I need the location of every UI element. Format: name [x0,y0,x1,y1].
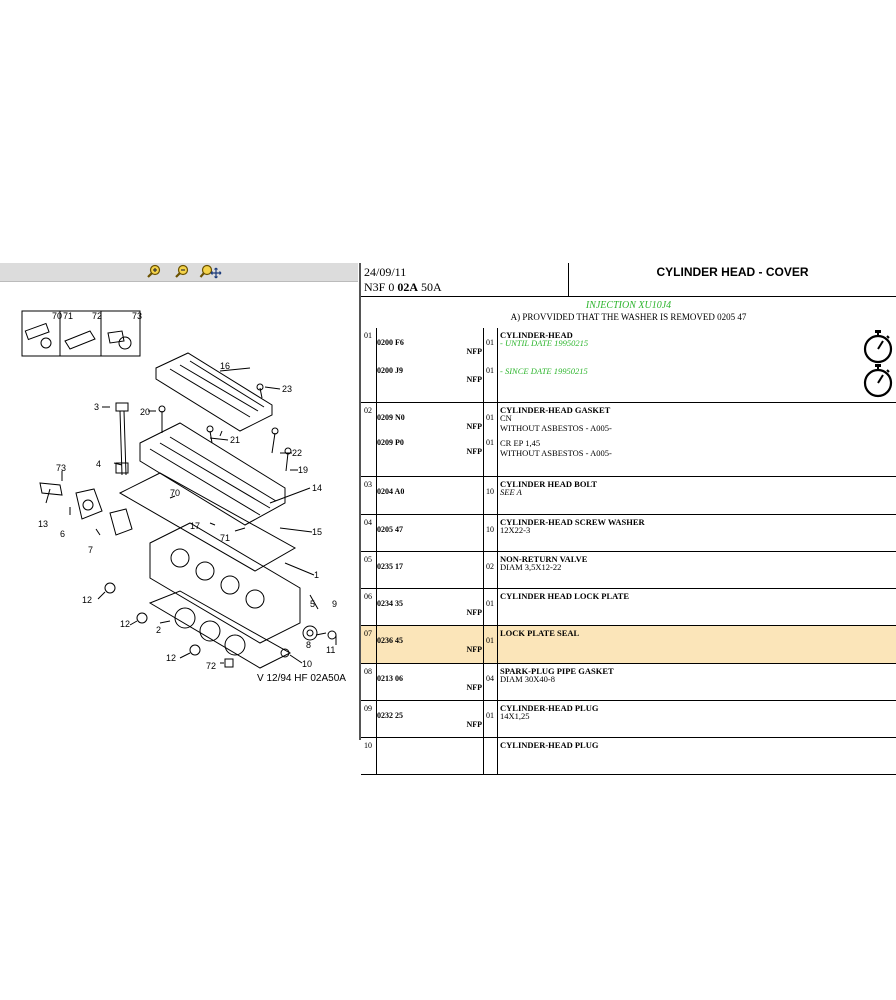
part-name: CYLINDER-HEAD PLUG [500,703,599,713]
part-name: CYLINDER-HEAD SCREW WASHER [500,517,645,527]
svg-text:73: 73 [56,463,67,473]
part-detail: 12X22-3 [500,525,531,535]
nfp-badge: NFP [466,422,482,431]
svg-text:5: 5 [310,599,316,609]
diagram-panel [0,263,358,740]
svg-text:12: 12 [82,595,93,605]
part-number[interactable]: 0213 06 [377,674,403,683]
item-index: 10 [364,741,372,750]
part-detail: SEE A [500,487,522,497]
svg-text:3: 3 [94,402,100,412]
condition-note: A) PROVVIDED THAT THE WASHER IS REMOVED 0205 47 [510,312,747,322]
item-index: 04 [364,518,372,527]
table-row[interactable] [361,515,896,552]
item-index: 01 [364,331,372,340]
quantity: 10 [486,487,494,496]
exploded-parts-diagram [10,303,355,703]
svg-text:70: 70 [52,311,63,321]
table-row[interactable] [361,552,896,589]
svg-text:10: 10 [302,659,313,669]
item-index: 02 [364,406,372,415]
quantity: 01 [486,366,494,375]
svg-text:2: 2 [156,625,162,635]
parts-header [361,263,896,297]
svg-text:22: 22 [292,448,303,458]
nfp-badge: NFP [466,645,482,654]
item-index: 09 [364,704,372,713]
table-row[interactable] [361,738,896,775]
svg-text:73: 73 [132,311,143,321]
part-detail: - UNTIL DATE 19950215 [500,338,589,348]
part-number[interactable]: 0209 P0 [377,438,404,447]
svg-text:72: 72 [206,661,217,671]
zoom-in-icon[interactable] [146,264,162,280]
part-detail: CN [500,413,512,423]
item-index: 03 [364,480,372,489]
part-detail: WITHOUT ASBESTOS - A005- [500,448,612,458]
svg-text:6: 6 [60,529,66,539]
zoom-out-icon[interactable] [174,264,190,280]
table-row[interactable] [361,403,896,477]
svg-text:8: 8 [306,640,312,650]
svg-text:20: 20 [140,407,151,417]
page-title: CYLINDER HEAD - COVER [656,265,809,279]
part-number[interactable]: 0204 A0 [377,487,405,496]
svg-text:1: 1 [314,570,320,580]
application-note [361,300,896,322]
zoom-toolbar [0,263,358,282]
part-detail: CR EP 1,45 [500,438,541,448]
stopwatch-icon[interactable] [862,330,894,364]
part-number[interactable]: 0209 N0 [377,413,405,422]
diagram-version-code: V 12/94 HF 02A50A [257,673,346,684]
table-row[interactable] [361,626,896,664]
table-row[interactable] [361,328,896,403]
quantity: 01 [486,636,494,645]
table-row[interactable] [361,664,896,701]
part-name: NON-RETURN VALVE [500,554,588,564]
svg-text:4: 4 [96,459,102,469]
svg-text:19: 19 [298,465,309,475]
quantity: 02 [486,562,494,571]
svg-text:14: 14 [312,483,323,493]
svg-text:7: 7 [88,545,94,555]
svg-text:16: 16 [220,361,231,371]
part-name: LOCK PLATE SEAL [500,628,580,638]
part-number[interactable]: 0205 47 [377,525,403,534]
part-number[interactable]: 0236 45 [377,636,403,645]
injection-label: INJECTION XU10J4 [585,300,672,311]
parts-list-panel [361,263,896,750]
svg-text:70: 70 [170,488,181,498]
stopwatch-icon[interactable] [862,364,894,398]
item-index: 07 [364,629,372,638]
nfp-badge: NFP [466,447,482,456]
part-detail: WITHOUT ASBESTOS - A005- [500,423,612,433]
quantity: 01 [486,711,494,720]
svg-text:71: 71 [63,311,74,321]
part-name: CYLINDER-HEAD [500,330,573,340]
part-detail: - SINCE DATE 19950215 [500,366,588,376]
svg-text:12: 12 [166,653,177,663]
part-detail: DIAM 3,5X12-22 [500,562,562,572]
nfp-badge: NFP [466,347,482,356]
part-number[interactable]: 0232 25 [377,711,403,720]
parts-table [361,328,896,775]
nfp-badge: NFP [466,720,482,729]
svg-text:9: 9 [332,599,338,609]
svg-text:23: 23 [282,384,293,394]
quantity: 04 [486,674,494,683]
part-name: CYLINDER HEAD LOCK PLATE [500,591,630,601]
part-name: SPARK-PLUG PIPE GASKET [500,666,614,676]
quantity: 01 [486,438,494,447]
quantity: 01 [486,413,494,422]
quantity: 10 [486,525,494,534]
part-name: CYLINDER HEAD BOLT [500,479,597,489]
nfp-badge: NFP [466,683,482,692]
item-index: 06 [364,592,372,601]
part-detail: 14X1,25 [500,711,530,721]
part-name: CYLINDER-HEAD GASKET [500,405,611,415]
item-index: 08 [364,667,372,676]
quantity: 01 [486,338,494,347]
zoom-pan-icon[interactable] [200,264,222,280]
svg-text:15: 15 [312,527,323,537]
part-detail: DIAM 30X40-8 [500,674,556,684]
svg-text:13: 13 [38,519,49,529]
svg-text:12: 12 [120,619,131,629]
svg-text:71: 71 [220,533,231,543]
svg-text:21: 21 [230,435,241,445]
quantity: 01 [486,599,494,608]
nfp-badge: NFP [466,608,482,617]
part-number[interactable]: 0200 J9 [377,366,403,375]
table-row[interactable] [361,701,896,738]
part-name: CYLINDER-HEAD PLUG [500,740,599,750]
svg-text:11: 11 [326,645,336,655]
svg-text:72: 72 [92,311,103,321]
table-row[interactable] [361,589,896,626]
part-number[interactable]: 0235 17 [377,562,403,571]
part-number[interactable]: 0200 F6 [377,338,404,347]
catalog-date: 24/09/11 [364,265,407,279]
catalog-reference: N3F 0 02A 50A [364,280,442,294]
part-number[interactable]: 0234 35 [377,599,403,608]
item-index: 05 [364,555,372,564]
table-row[interactable] [361,477,896,515]
nfp-badge: NFP [466,375,482,384]
svg-text:17: 17 [190,521,201,531]
